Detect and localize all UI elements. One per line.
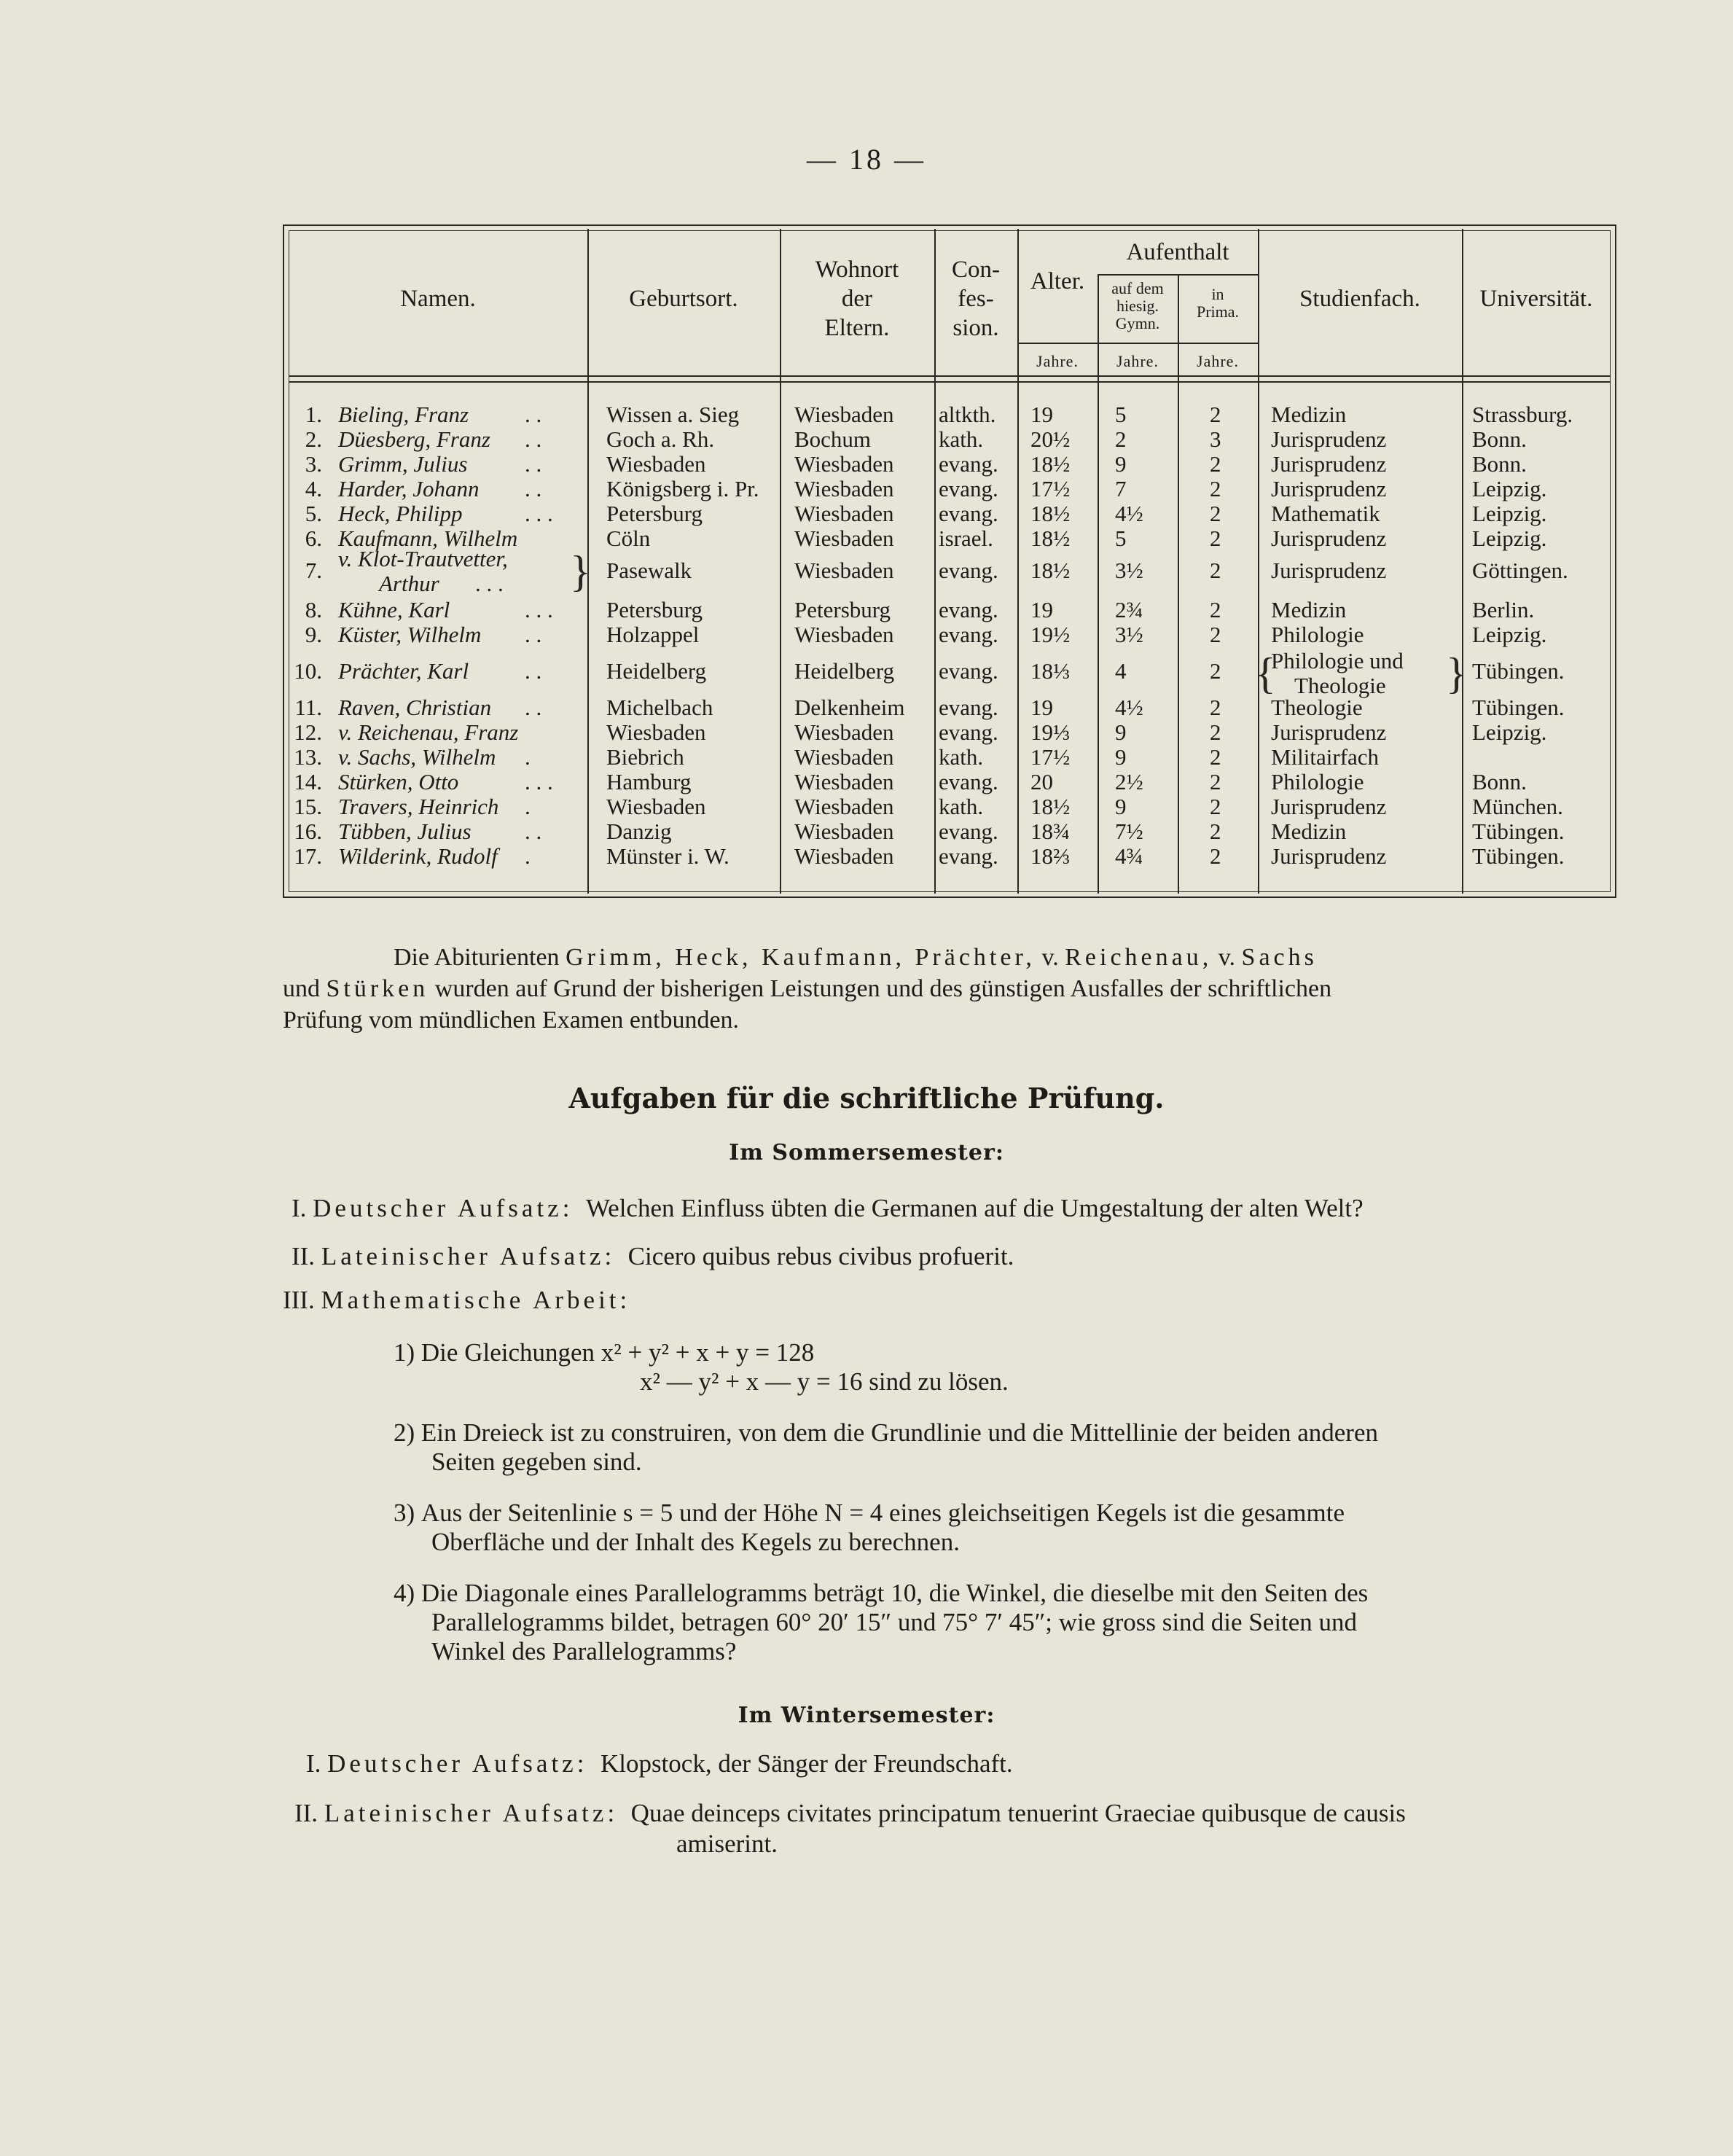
cell-gymn: 7½ bbox=[1115, 819, 1143, 844]
cell-eltern: Wiesbaden bbox=[794, 769, 894, 794]
cell-uni: Bonn. bbox=[1472, 769, 1527, 794]
cell-conf: evang. bbox=[939, 719, 998, 745]
cell-fach: Jurisprudenz bbox=[1271, 476, 1387, 501]
col-divider bbox=[1258, 229, 1259, 894]
sommer-task-3: III. Mathematische Arbeit: bbox=[283, 1286, 631, 1314]
cell-geburt: Hamburg bbox=[606, 769, 692, 794]
cell-prima: 2 bbox=[1210, 501, 1221, 526]
header-wohnort: Wohnort der Eltern. bbox=[815, 257, 899, 341]
cell-num: 15. bbox=[294, 794, 322, 819]
cell-dots: . . . bbox=[475, 571, 504, 596]
header-alter: Alter. bbox=[1030, 268, 1085, 294]
cell-eltern: Wiesbaden bbox=[794, 719, 894, 745]
cell-fach: Theologie bbox=[1271, 695, 1363, 720]
cell-conf: evang. bbox=[939, 769, 998, 794]
header-namen: Namen. bbox=[400, 286, 476, 312]
cell-geburt: Wissen a. Sieg bbox=[606, 402, 740, 427]
cell-fach: Philologie und bbox=[1271, 648, 1404, 673]
cell-fach: Medizin bbox=[1271, 402, 1347, 427]
cell-alter: 18¾ bbox=[1030, 819, 1071, 844]
brace-right: } bbox=[1446, 649, 1467, 698]
cell-gymn: 2 bbox=[1115, 426, 1127, 452]
cell-uni: Berlin. bbox=[1472, 597, 1535, 622]
cell-gymn: 9 bbox=[1115, 744, 1127, 770]
cell-conf: evang. bbox=[939, 597, 998, 622]
cell-prima: 2 bbox=[1210, 476, 1221, 501]
cell-name: Düesberg, Franz bbox=[338, 426, 490, 452]
cell-uni: Tübingen. bbox=[1472, 843, 1565, 869]
cell-eltern: Wiesbaden bbox=[794, 526, 894, 551]
brace-left: { bbox=[1255, 649, 1276, 698]
header-jahre-prima: Jahre. bbox=[1197, 352, 1239, 370]
cell-gymn: 2¾ bbox=[1115, 597, 1143, 622]
cell-name: Travers, Heinrich bbox=[338, 794, 499, 819]
aufenthalt-rule bbox=[1098, 274, 1258, 276]
cell-uni: Leipzig. bbox=[1472, 526, 1547, 551]
sommer-title: Im Sommersemester: bbox=[729, 1140, 1004, 1165]
cell-conf: altkth. bbox=[939, 402, 996, 427]
cell-num: 12. bbox=[294, 719, 322, 745]
cell-alter: 18½ bbox=[1030, 451, 1071, 477]
cell-alter: 18½ bbox=[1030, 501, 1071, 526]
cell-gymn: 4¾ bbox=[1115, 843, 1143, 869]
cell-conf: evang. bbox=[939, 558, 998, 583]
cell-name: v. Klot-Trautvetter, bbox=[338, 546, 508, 571]
cell-gymn: 3½ bbox=[1115, 558, 1143, 583]
header-aufenthalt: Aufenthalt bbox=[1126, 239, 1229, 265]
cell-conf: evang. bbox=[939, 622, 998, 647]
winter-title: Im Wintersemester: bbox=[738, 1703, 995, 1728]
cell-alter: 19 bbox=[1030, 695, 1053, 720]
cell-num: 7. bbox=[305, 558, 322, 583]
cell-geburt: Cöln bbox=[606, 526, 651, 551]
math-problem-4: 4) Die Diagonale eines Parallelogramms beträgt 10, die Winkel, die dieselbe mit den Seiten des bbox=[394, 1579, 1369, 1607]
cell-gymn: 5 bbox=[1115, 526, 1127, 551]
cell-geburt: Michelbach bbox=[606, 695, 713, 720]
math-problem-3-cont: Oberfläche und der Inhalt des Kegels zu berechnen. bbox=[431, 1528, 960, 1556]
cell-dots: . . bbox=[525, 622, 542, 647]
cell-prima: 2 bbox=[1210, 695, 1221, 720]
cell-num: 6. bbox=[305, 526, 322, 551]
cell-fach: Militairfach bbox=[1271, 744, 1380, 770]
winter-task-1: I. Deutscher Aufsatz: Klopstock, der Sänger der Freundschaft. bbox=[306, 1749, 1013, 1778]
cell-num: 3. bbox=[305, 451, 322, 477]
cell-eltern: Wiesbaden bbox=[794, 794, 894, 819]
brace-right: } bbox=[570, 547, 591, 595]
header-prima: in Prima. bbox=[1196, 285, 1240, 321]
cell-name: Harder, Johann bbox=[338, 476, 480, 501]
section-title: Aufgaben für die schriftliche Prüfung. bbox=[568, 1082, 1165, 1114]
cell-name: v. Sachs, Wilhelm bbox=[338, 744, 496, 770]
header-separator-double bbox=[289, 381, 1611, 383]
cell-prima: 2 bbox=[1210, 597, 1221, 622]
cell-alter: 20 bbox=[1030, 769, 1053, 794]
cell-gymn: 9 bbox=[1115, 451, 1127, 477]
cell-fach: Medizin bbox=[1271, 597, 1347, 622]
cell-prima: 2 bbox=[1210, 526, 1221, 551]
cell-geburt: Wiesbaden bbox=[606, 719, 706, 745]
cell-prima: 2 bbox=[1210, 794, 1221, 819]
cell-conf: evang. bbox=[939, 476, 998, 501]
cell-conf: evang. bbox=[939, 451, 998, 477]
winter-task-2-cont: amiserint. bbox=[676, 1829, 778, 1858]
sommer-task-1: I. Deutscher Aufsatz: Welchen Einfluss übten die Germanen auf die Umgestaltung der alten Welt? bbox=[292, 1194, 1364, 1222]
cell-alter: 19 bbox=[1030, 402, 1053, 427]
cell-gymn: 4 bbox=[1115, 658, 1127, 684]
math-problem-1-eq2: x² — y² + x — y = 16 sind zu lösen. bbox=[640, 1367, 1009, 1396]
sommer-task-2: II. Lateinischer Aufsatz: Cicero quibus rebus civibus profuerit. bbox=[292, 1242, 1014, 1270]
cell-fach: Philologie bbox=[1271, 769, 1364, 794]
cell-dots: . bbox=[525, 794, 531, 819]
cell-geburt: Danzig bbox=[606, 819, 672, 844]
cell-eltern: Delkenheim bbox=[794, 695, 905, 720]
cell-alter: 18½ bbox=[1030, 526, 1071, 551]
page-number: — 18 — bbox=[807, 143, 926, 176]
math-problem-4-cont: Parallelogramms bildet, betragen 60° 20′ 15″ und 75° 7′ 45″; wie gross sind die Seiten und bbox=[431, 1608, 1358, 1636]
cell-prima: 2 bbox=[1210, 402, 1221, 427]
cell-gymn: 4½ bbox=[1115, 695, 1143, 720]
cell-name: Bieling, Franz bbox=[338, 402, 469, 427]
header-geburtsort: Geburtsort. bbox=[629, 286, 738, 312]
cell-name: Raven, Christian bbox=[338, 695, 492, 720]
cell-num: 16. bbox=[294, 819, 322, 844]
cell-fach: Mathematik bbox=[1271, 501, 1380, 526]
cell-prima: 2 bbox=[1210, 719, 1221, 745]
cell-name: v. Reichenau, Franz bbox=[338, 719, 519, 745]
cell-dots: . bbox=[525, 843, 531, 869]
cell-alter: 18½ bbox=[1030, 558, 1071, 583]
cell-uni: Bonn. bbox=[1472, 451, 1527, 477]
cell-fach: Medizin bbox=[1271, 819, 1347, 844]
cell-gymn: 9 bbox=[1115, 794, 1127, 819]
cell-eltern: Wiesbaden bbox=[794, 843, 894, 869]
cell-dots: . . . bbox=[525, 597, 553, 622]
cell-uni: Bonn. bbox=[1472, 426, 1527, 452]
cell-dots: . . . bbox=[525, 769, 553, 794]
cell-eltern: Wiesbaden bbox=[794, 558, 894, 583]
cell-alter: 20½ bbox=[1030, 426, 1071, 452]
cell-prima: 2 bbox=[1210, 622, 1221, 647]
cell-geburt: Goch a. Rh. bbox=[606, 426, 715, 452]
cell-eltern: Heidelberg bbox=[794, 658, 895, 684]
cell-prima: 3 bbox=[1210, 426, 1221, 452]
cell-gymn: 5 bbox=[1115, 402, 1127, 427]
cell-fach: Jurisprudenz bbox=[1271, 719, 1387, 745]
cell-gymn: 3½ bbox=[1115, 622, 1143, 647]
cell-geburt: Pasewalk bbox=[606, 558, 692, 583]
cell-alter: 19½ bbox=[1030, 622, 1071, 647]
cell-num: 2. bbox=[305, 426, 322, 452]
math-problem-2-cont: Seiten gegeben sind. bbox=[431, 1448, 642, 1476]
math-problem-4-cont2: Winkel des Parallelogramms? bbox=[431, 1637, 737, 1665]
cell-alter: 19 bbox=[1030, 597, 1053, 622]
cell-alter: 17½ bbox=[1030, 476, 1071, 501]
cell-uni: Strassburg. bbox=[1472, 402, 1573, 427]
intro-line-1: Die Abiturienten Grimm, Heck, Kaufmann, Prächter, v. Reichenau, v. Sachs bbox=[394, 944, 1318, 971]
math-problem-3: 3) Aus der Seitenlinie s = 5 und der Höhe N = 4 eines gleichseitigen Kegels ist die gesammte bbox=[394, 1499, 1345, 1527]
cell-num: 4. bbox=[305, 476, 322, 501]
cell-name: Stürken, Otto bbox=[338, 769, 459, 794]
cell-alter: 17½ bbox=[1030, 744, 1071, 770]
cell-alter: 18⅔ bbox=[1030, 843, 1071, 869]
cell-dots: . . bbox=[525, 658, 542, 684]
math-problem-1: 1) Die Gleichungen x² + y² + x + y = 128 bbox=[394, 1338, 815, 1367]
cell-fach-cont: Theologie bbox=[1294, 673, 1386, 698]
cell-conf: evang. bbox=[939, 501, 998, 526]
header-separator bbox=[289, 375, 1611, 377]
header-jahre-gymn: Jahre. bbox=[1116, 352, 1159, 370]
cell-num: 10. bbox=[294, 658, 322, 684]
cell-num: 8. bbox=[305, 597, 322, 622]
cell-geburt: Wiesbaden bbox=[606, 451, 706, 477]
cell-name: Wilderink, Rudolf bbox=[338, 843, 498, 869]
cell-eltern: Wiesbaden bbox=[794, 622, 894, 647]
cell-name: Prächter, Karl bbox=[338, 658, 469, 684]
cell-eltern: Wiesbaden bbox=[794, 744, 894, 770]
header-confession: Con- fes- sion. bbox=[952, 257, 1000, 341]
cell-uni: Tübingen. bbox=[1472, 695, 1565, 720]
cell-num: 11. bbox=[294, 695, 322, 720]
cell-geburt: Königsberg i. Pr. bbox=[606, 476, 759, 501]
cell-uni: Leipzig. bbox=[1472, 622, 1547, 647]
cell-conf: kath. bbox=[939, 794, 984, 819]
cell-dots: . . bbox=[525, 695, 542, 720]
cell-name: Kaufmann, Wilhelm bbox=[338, 526, 518, 551]
cell-eltern: Wiesbaden bbox=[794, 476, 894, 501]
cell-dots: . . bbox=[525, 402, 542, 427]
col-divider bbox=[1017, 229, 1019, 894]
cell-dots: . bbox=[525, 744, 531, 770]
jahre-rule bbox=[1017, 343, 1258, 344]
cell-uni: Leipzig. bbox=[1472, 476, 1547, 501]
cell-fach: Jurisprudenz bbox=[1271, 558, 1387, 583]
cell-eltern: Bochum bbox=[794, 426, 872, 452]
cell-dots: . . bbox=[525, 451, 542, 477]
cell-eltern: Wiesbaden bbox=[794, 402, 894, 427]
cell-prima: 2 bbox=[1210, 658, 1221, 684]
cell-name: Kühne, Karl bbox=[338, 597, 450, 622]
cell-alter: 18⅓ bbox=[1030, 658, 1071, 684]
cell-gymn: 7 bbox=[1115, 476, 1127, 501]
cell-fach: Jurisprudenz bbox=[1271, 426, 1387, 452]
cell-geburt: Petersburg bbox=[606, 501, 703, 526]
cell-fach: Jurisprudenz bbox=[1271, 794, 1387, 819]
cell-alter: 18½ bbox=[1030, 794, 1071, 819]
intro-line-3: Prüfung vom mündlichen Examen entbunden. bbox=[283, 1007, 740, 1034]
cell-gymn: 2½ bbox=[1115, 769, 1143, 794]
cell-gymn: 4½ bbox=[1115, 501, 1143, 526]
cell-geburt: Biebrich bbox=[606, 744, 684, 770]
cell-geburt: Münster i. W. bbox=[606, 843, 729, 869]
cell-conf: israel. bbox=[939, 526, 993, 551]
cell-uni: Tübingen. bbox=[1472, 819, 1565, 844]
cell-num: 13. bbox=[294, 744, 322, 770]
cell-name: Heck, Philipp bbox=[338, 501, 463, 526]
cell-geburt: Petersburg bbox=[606, 597, 703, 622]
cell-uni: Tübingen. bbox=[1472, 658, 1565, 684]
cell-geburt: Heidelberg bbox=[606, 658, 707, 684]
cell-dots: . . . bbox=[525, 501, 553, 526]
cell-uni: München. bbox=[1472, 794, 1563, 819]
cell-num: 1. bbox=[305, 402, 322, 427]
winter-task-2: II. Lateinischer Aufsatz: Quae deinceps civitates principatum tenuerint Graeciae quibusque de causis bbox=[294, 1799, 1406, 1827]
cell-conf: kath. bbox=[939, 426, 984, 452]
cell-fach: Jurisprudenz bbox=[1271, 451, 1387, 477]
cell-conf: evang. bbox=[939, 843, 998, 869]
cell-conf: evang. bbox=[939, 819, 998, 844]
cell-prima: 2 bbox=[1210, 819, 1221, 844]
cell-name: Küster, Wilhelm bbox=[338, 622, 482, 647]
cell-gymn: 9 bbox=[1115, 719, 1127, 745]
header-gymnasium: auf dem hiesig. Gymn. bbox=[1111, 279, 1164, 332]
cell-prima: 2 bbox=[1210, 843, 1221, 869]
cell-name: Grimm, Julius bbox=[338, 451, 468, 477]
header-studienfach: Studienfach. bbox=[1299, 286, 1420, 312]
intro-line-2: und Stürken wurden auf Grund der bisherigen Leistungen und des günstigen Ausfalles der schriftlichen bbox=[283, 975, 1332, 1002]
cell-num: 9. bbox=[305, 622, 322, 647]
cell-prima: 2 bbox=[1210, 451, 1221, 477]
cell-conf: evang. bbox=[939, 658, 998, 684]
cell-uni: Leipzig. bbox=[1472, 719, 1547, 745]
cell-uni: Leipzig. bbox=[1472, 501, 1547, 526]
cell-dots: . . bbox=[525, 476, 542, 501]
cell-conf: evang. bbox=[939, 695, 998, 720]
cell-eltern: Wiesbaden bbox=[794, 451, 894, 477]
cell-fach: Philologie bbox=[1271, 622, 1364, 647]
cell-num: 5. bbox=[305, 501, 322, 526]
cell-geburt: Holzappel bbox=[606, 622, 700, 647]
cell-dots: . . bbox=[525, 426, 542, 452]
cell-fach: Jurisprudenz bbox=[1271, 526, 1387, 551]
cell-eltern: Petersburg bbox=[794, 597, 891, 622]
cell-geburt: Wiesbaden bbox=[606, 794, 706, 819]
cell-prima: 2 bbox=[1210, 558, 1221, 583]
cell-num: 17. bbox=[294, 843, 322, 869]
cell-prima: 2 bbox=[1210, 769, 1221, 794]
cell-conf: kath. bbox=[939, 744, 984, 770]
cell-eltern: Wiesbaden bbox=[794, 819, 894, 844]
cell-num: 14. bbox=[294, 769, 322, 794]
cell-prima: 2 bbox=[1210, 744, 1221, 770]
cell-dots: . . bbox=[525, 819, 542, 844]
col-divider bbox=[1462, 229, 1463, 894]
cell-eltern: Wiesbaden bbox=[794, 501, 894, 526]
cell-name-cont: Arthur bbox=[379, 571, 439, 596]
header-jahre-alter: Jahre. bbox=[1036, 352, 1079, 370]
cell-name: Tübben, Julius bbox=[338, 819, 472, 844]
cell-fach: Jurisprudenz bbox=[1271, 843, 1387, 869]
header-universitaet: Universität. bbox=[1479, 286, 1593, 312]
cell-uni: Göttingen. bbox=[1472, 558, 1568, 583]
math-problem-2: 2) Ein Dreieck ist zu construiren, von dem die Grundlinie und die Mittellinie der beiden anderen bbox=[394, 1418, 1378, 1447]
cell-alter: 19⅓ bbox=[1030, 719, 1071, 745]
